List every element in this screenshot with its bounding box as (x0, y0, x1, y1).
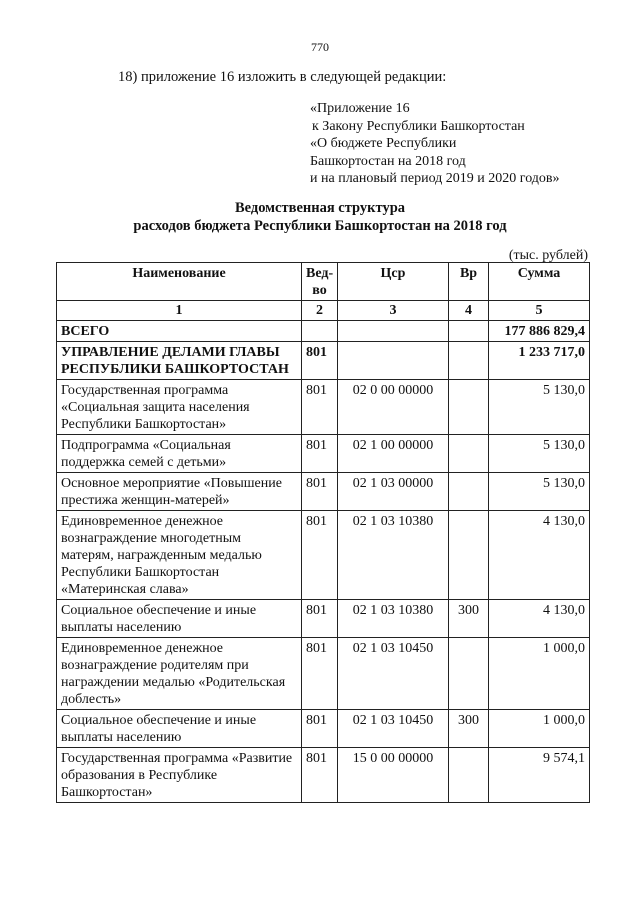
column-header-amount: Сумма (489, 263, 590, 301)
units-label: (тыс. рублей) (508, 248, 588, 263)
row-target-article-cell: 02 1 03 00000 (338, 473, 449, 511)
table-row (57, 342, 590, 380)
appendix-line: Башкортостан на 2018 год (310, 153, 466, 169)
row-target-article-cell: 02 1 00 00000 (338, 435, 449, 473)
row-department-cell: 801 (302, 380, 338, 435)
row-target-article-cell: 15 0 00 00000 (338, 748, 449, 803)
table-row (57, 380, 590, 435)
row-amount-cell: 1 233 717,0 (489, 342, 590, 380)
row-department-cell: 801 (302, 748, 338, 803)
row-expense-type-cell (449, 435, 489, 473)
row-name-cell: Единовременное денежное вознаграждение родителям при награждении медалью «Родительская доблесть» (57, 638, 302, 710)
table-header-row (57, 263, 590, 301)
row-department-cell: 801 (302, 638, 338, 710)
row-target-article-cell: 02 1 03 10380 (338, 600, 449, 638)
row-expense-type-cell (449, 342, 489, 380)
row-expense-type-cell (449, 511, 489, 600)
page-number: 770 (311, 40, 329, 54)
intro-text: 18) приложение 16 изложить в следующей редакции: (118, 69, 447, 85)
row-amount-cell: 1 000,0 (489, 638, 590, 710)
row-name-cell: Единовременное денежное вознаграждение многодетным матерям, награжденным медалью Республики Башкортостан «Материнская слава» (57, 511, 302, 600)
row-amount-cell: 4 130,0 (489, 600, 590, 638)
row-target-article-cell: 02 0 00 00000 (338, 380, 449, 435)
row-amount-cell: 1 000,0 (489, 710, 590, 748)
row-name-cell: УПРАВЛЕНИЕ ДЕЛАМИ ГЛАВЫ РЕСПУБЛИКИ БАШКОРТОСТАН (57, 342, 302, 380)
row-amount-cell: 177 886 829,4 (489, 321, 590, 342)
row-amount-cell: 4 130,0 (489, 511, 590, 600)
row-target-article-cell (338, 321, 449, 342)
column-header-expense-type: Вр (449, 263, 489, 301)
row-expense-type-cell: 300 (449, 710, 489, 748)
column-number-row (57, 301, 590, 321)
row-department-cell: 801 (302, 342, 338, 380)
row-amount-cell: 9 574,1 (489, 748, 590, 803)
appendix-line: и на плановый период 2019 и 2020 годов» (310, 171, 560, 186)
row-name-cell: Государственная программа «Развитие образования в Республике Башкортостан» (57, 748, 302, 803)
row-department-cell: 801 (302, 600, 338, 638)
row-name-cell: ВСЕГО (57, 321, 302, 342)
column-header-target-article: Цср (338, 263, 449, 301)
row-department-cell: 801 (302, 473, 338, 511)
table-row (57, 511, 590, 600)
row-expense-type-cell (449, 380, 489, 435)
row-target-article-cell: 02 1 03 10450 (338, 710, 449, 748)
column-number: 4 (449, 301, 489, 321)
appendix-line: «Приложение 16 (310, 101, 410, 116)
row-name-cell: Социальное обеспечение и иные выплаты населению (57, 710, 302, 748)
row-department-cell (302, 321, 338, 342)
column-number: 3 (338, 301, 449, 321)
appendix-heading (310, 100, 560, 188)
table-body (57, 321, 590, 803)
document-title (0, 199, 640, 235)
table-row (57, 473, 590, 511)
column-number: 1 (57, 301, 302, 321)
column-header-department: Вед-во (302, 263, 338, 301)
row-department-cell: 801 (302, 710, 338, 748)
table-row (57, 321, 590, 342)
appendix-line: «О бюджете Республики (310, 136, 457, 151)
row-name-cell: Основное мероприятие «Повышение престижа женщин-матерей» (57, 473, 302, 511)
row-expense-type-cell (449, 473, 489, 511)
row-name-cell: Государственная программа «Социальная защита населения Республики Башкортостан» (57, 380, 302, 435)
row-name-cell: Подпрограмма «Социальная поддержка семей с детьми» (57, 435, 302, 473)
row-expense-type-cell: 300 (449, 600, 489, 638)
table-row (57, 748, 590, 803)
row-name-cell: Социальное обеспечение и иные выплаты населению (57, 600, 302, 638)
table-row (57, 600, 590, 638)
table-row (57, 710, 590, 748)
title-line: расходов бюджета Республики Башкортостан на 2018 год (133, 218, 507, 234)
budget-table (56, 262, 590, 803)
row-target-article-cell: 02 1 03 10450 (338, 638, 449, 710)
row-amount-cell: 5 130,0 (489, 380, 590, 435)
row-department-cell: 801 (302, 511, 338, 600)
row-target-article-cell (338, 342, 449, 380)
column-number: 5 (489, 301, 590, 321)
column-header-name: Наименование (57, 263, 302, 301)
row-department-cell: 801 (302, 435, 338, 473)
row-expense-type-cell (449, 321, 489, 342)
table-row (57, 435, 590, 473)
row-expense-type-cell (449, 638, 489, 710)
row-expense-type-cell (449, 748, 489, 803)
row-target-article-cell: 02 1 03 10380 (338, 511, 449, 600)
table-row (57, 638, 590, 710)
row-amount-cell: 5 130,0 (489, 435, 590, 473)
row-amount-cell: 5 130,0 (489, 473, 590, 511)
title-line: Ведомственная структура (234, 200, 406, 216)
column-number: 2 (302, 301, 338, 321)
appendix-line: к Закону Республики Башкортостан (312, 118, 525, 134)
